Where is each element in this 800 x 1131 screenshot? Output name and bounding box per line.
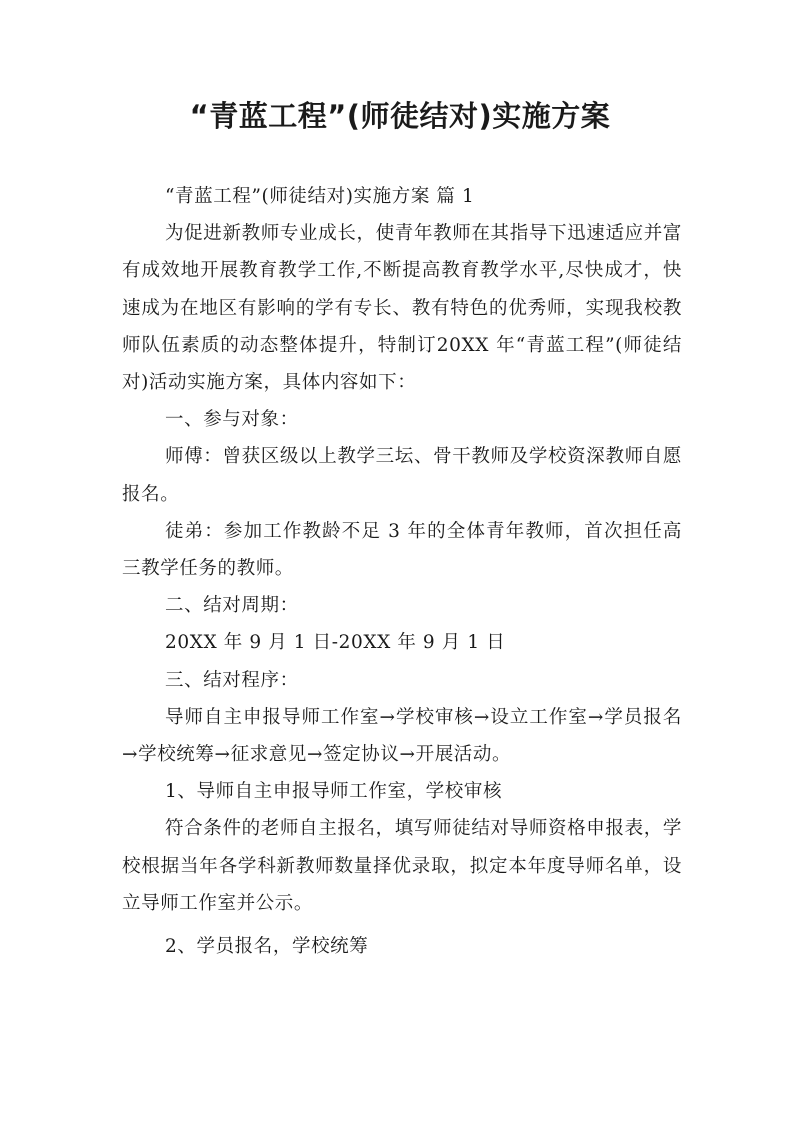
paragraph-apprentices: 徒弟：参加工作教龄不足 3 年的全体青年教师，首次担任高三教学任务的教师。 (122, 520, 682, 580)
paragraph-step-1: 符合条件的老师自主报名，填写师徒结对导师资格申报表，学校根据当年各学科新教师数量择优录取，拟定本年度导师名单，设立导师工作室并公示。 (122, 818, 682, 914)
document-body (122, 178, 682, 965)
subheading-step-2: 2、学员报名，学校统筹 (165, 936, 369, 958)
document-title: “青蓝工程”(师徒结对)实施方案 (189, 99, 611, 133)
paragraph-period-dates: 20XX 年 9 月 1 日-20XX 年 9 月 1 日 (165, 632, 506, 654)
heading-period: 二、结对周期： (165, 595, 299, 617)
heading-procedure: 三、结对程序： (165, 669, 299, 691)
intro-paragraph: 为促进新教师专业成长，使青年教师在其指导下迅速适应并富有成效地开展教育教学工作,不断提高教育教学水平,尽快成才，快速成为在地区有影响的学有专长、教有特色的优秀师，实现我校教师队伍素质的动态整体提升，特制订20XX 年“青蓝工程”(师徒结对)活动实施方案，具体内容如下： (122, 223, 682, 394)
subheading-step-1: 1、导师自主申报导师工作室，学校审核 (165, 781, 503, 803)
section-heading-1: “青蓝工程”(师徒结对)实施方案 篇 1 (165, 186, 475, 207)
paragraph-procedure-flow: 导师自主申报导师工作室→学校审核→设立工作室→学员报名→学校统筹→征求意见→签定协议→开展活动。 (122, 706, 682, 766)
paragraph-mentors: 师傅：曾获区级以上教学三坛、骨干教师及学校资深教师自愿报名。 (122, 446, 682, 505)
heading-participants: 一、参与对象： (165, 409, 299, 431)
